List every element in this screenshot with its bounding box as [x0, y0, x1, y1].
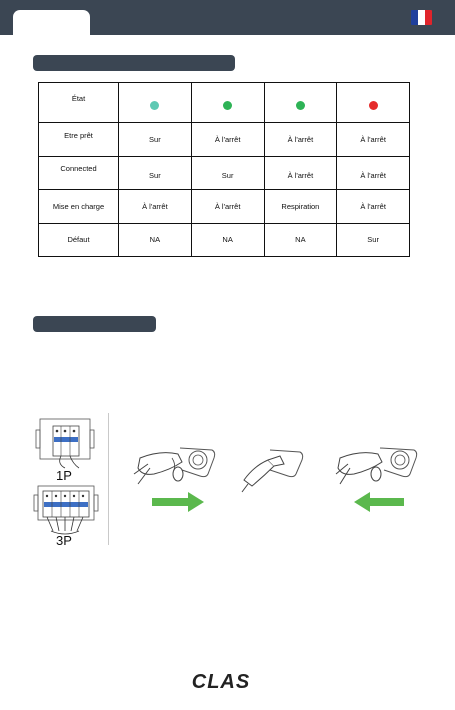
section-heading-bar-usage: [33, 316, 156, 332]
table-cell: Sur: [119, 123, 192, 156]
table-cell: Sur: [337, 223, 410, 257]
cell-value: Sur: [221, 171, 234, 181]
table-header-row: [39, 83, 410, 123]
table-cell: À l'arrêt: [337, 190, 410, 223]
led-dot-icon: [223, 101, 232, 110]
section-heading-bar-status: [33, 55, 235, 71]
flag-stripe-red: [425, 10, 432, 25]
french-flag-icon: [411, 10, 432, 25]
led-dot-icon: [369, 101, 378, 110]
table-cell: À l'arrêt: [337, 123, 410, 156]
table-row: [39, 123, 410, 156]
led-status-table: [38, 82, 410, 257]
single-phase-label: 1P: [56, 468, 72, 483]
brand-wordmark: CLAS: [191, 671, 251, 691]
top-tab: [13, 10, 90, 35]
flag-stripe-blue: [411, 10, 418, 25]
clas-logo: [180, 671, 262, 691]
row-label-cell: Défaut: [39, 223, 119, 257]
table-header-cell: [39, 83, 119, 123]
table-cell: À l'arrêt: [191, 123, 264, 156]
table-cell: NA: [191, 223, 264, 257]
table-cell: Respiration: [264, 190, 337, 223]
three-phase-label: 3P: [56, 533, 72, 548]
state-header-label: État: [71, 94, 86, 104]
table-cell: NA: [119, 223, 192, 257]
table-cell: NA: [264, 223, 337, 257]
single-phase-breaker-icon: [35, 418, 95, 470]
led-cell: [191, 83, 264, 123]
row-label: Connected: [60, 164, 97, 174]
table-cell: [264, 156, 337, 189]
table-cell: À l'arrêt: [264, 123, 337, 156]
row-label-cell: Mise en charge: [39, 190, 119, 223]
table-row: [39, 223, 410, 257]
row-label-cell: [39, 123, 119, 156]
led-cell: [119, 83, 192, 123]
table-row: [39, 190, 410, 223]
led-cell: [337, 83, 410, 123]
led-cell: [264, 83, 337, 123]
row-label: Etre prêt: [64, 130, 93, 140]
plug-in-illustration: [130, 440, 220, 512]
plug-illustration: [240, 444, 306, 494]
table-cell: [337, 156, 410, 189]
cell-value: Sur: [149, 171, 161, 181]
top-bar: [0, 0, 455, 35]
unplug-illustration: [334, 440, 424, 512]
table-cell: À l'arrêt: [191, 190, 264, 223]
table-cell: [191, 156, 264, 189]
table-cell: À l'arrêt: [119, 190, 192, 223]
table-row: [39, 156, 410, 189]
led-dot-icon: [296, 101, 305, 110]
three-phase-breaker-icon: [33, 485, 99, 537]
cell-value: À l'arrêt: [360, 171, 386, 181]
led-dot-icon: [150, 101, 159, 110]
vertical-divider: [108, 413, 109, 545]
cell-value: À l'arrêt: [287, 171, 314, 181]
flag-stripe-white: [418, 10, 425, 25]
row-label-cell: [39, 156, 119, 189]
table-cell: [119, 156, 192, 189]
